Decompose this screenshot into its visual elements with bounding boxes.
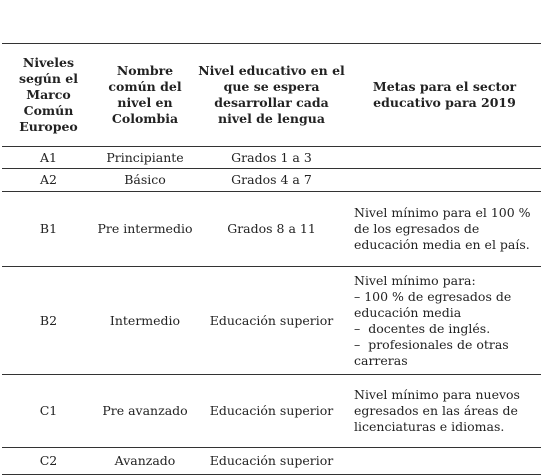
cell-education: Educación superior [195, 267, 348, 375]
header-education-level: Nivel educativo en el que se espera desarrollar cada nivel de lengua [195, 44, 348, 147]
goal-line: – profesionales de otras carreras [354, 336, 513, 368]
cell-level: A1 [2, 147, 95, 169]
table-body [2, 147, 541, 475]
cell-level: B1 [2, 192, 95, 267]
cell-name: Avanzado [95, 448, 195, 475]
goal-line: Nivel mínimo para el 100 % de los egresados de educación media en el país. [354, 205, 535, 252]
table-row [2, 192, 541, 267]
goal-line: – docentes de inglés. [354, 320, 491, 336]
table-row [2, 147, 541, 169]
cell-education: Educación superior [195, 448, 348, 475]
goal-line: – 100 % de egresados de educación media [354, 288, 516, 320]
cell-name: Intermedio [95, 267, 195, 375]
cell-education: Grados 1 a 3 [195, 147, 348, 169]
table-row [2, 267, 541, 375]
goal-line: Nivel mínimo para nuevos egresados en las áreas de licenciaturas e idiomas. [354, 387, 524, 434]
header-colombia-name: Nombre común del nivel en Colombia [95, 44, 195, 147]
cell-education: Educación superior [195, 375, 348, 448]
header-goals-2019: Metas para el sector educativo para 2019 [348, 44, 541, 147]
cell-level: C1 [2, 375, 95, 448]
cell-goal [348, 448, 541, 475]
cell-level: C2 [2, 448, 95, 475]
table-row [2, 169, 541, 192]
cell-name: Pre avanzado [95, 375, 195, 448]
cell-goal [348, 169, 541, 192]
cell-name: Pre intermedio [95, 192, 195, 267]
language-levels-table [2, 43, 541, 475]
header-row [2, 44, 541, 147]
cell-education: Grados 4 a 7 [195, 169, 348, 192]
table-row [2, 375, 541, 448]
cell-name: Principiante [95, 147, 195, 169]
header-cefr-level: Niveles según el Marco Común Europeo [2, 44, 95, 147]
table-row [2, 448, 541, 475]
goal-line: Nivel mínimo para: [354, 272, 476, 288]
cell-level: A2 [2, 169, 95, 192]
cell-level: B2 [2, 267, 95, 375]
table-header [2, 44, 541, 147]
cell-name: Básico [95, 169, 195, 192]
cell-education: Grados 8 a 11 [195, 192, 348, 267]
cell-goal [348, 192, 541, 267]
cell-goal [348, 375, 541, 448]
cell-goal [348, 267, 541, 375]
cell-goal [348, 147, 541, 169]
